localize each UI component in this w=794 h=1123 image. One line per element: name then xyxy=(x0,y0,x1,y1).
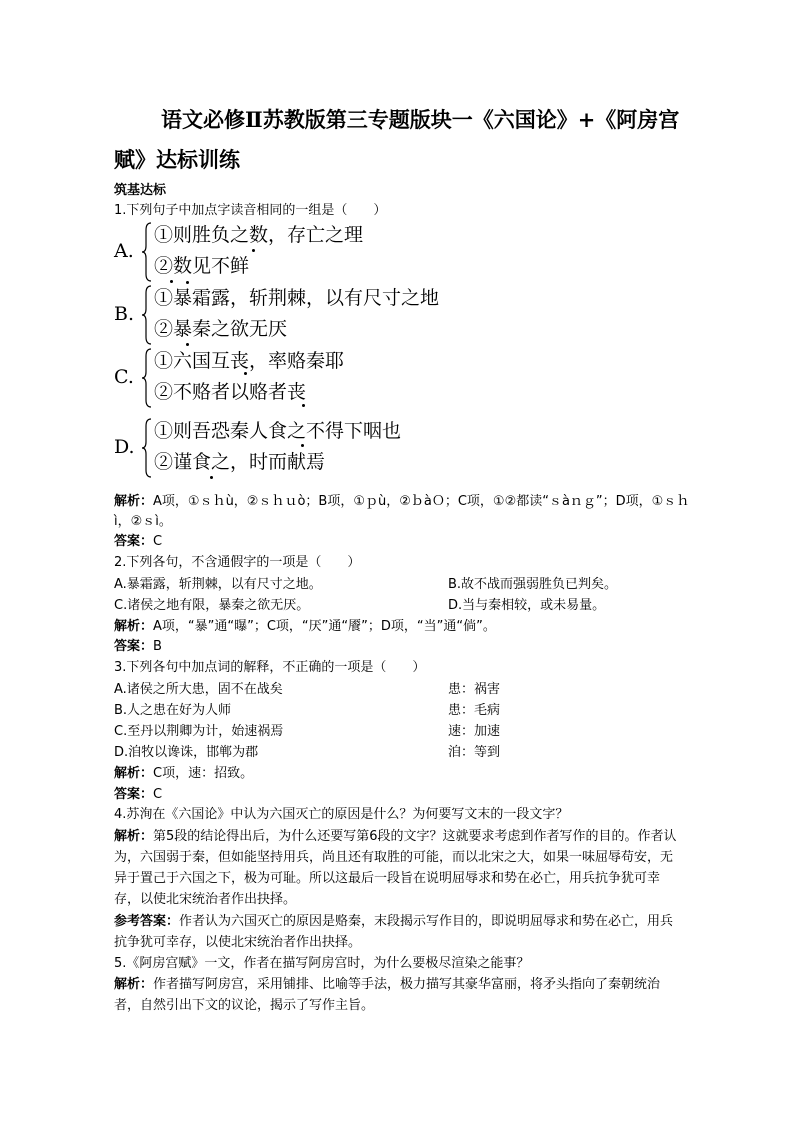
q3-stem: 3.下列各句中加点词的解释，不正确的一项是（ ） xyxy=(114,660,426,675)
brace-icon xyxy=(142,222,152,282)
brace-icon xyxy=(142,348,152,408)
q5-stem: 5.《阿房宫赋》一文，作者在描写阿房宫时，为什么要极尽渲染之能事？ xyxy=(114,956,530,971)
q3-row-c: C.至丹以荆卿为计，始速祸焉 xyxy=(114,724,284,739)
option-line-1: ①六国互丧，率赂秦耶 xyxy=(154,350,345,372)
option-line-1: ①则吾恐秦人食之不得下咽也 xyxy=(154,420,402,442)
q3-answer: 答案：C xyxy=(114,787,163,802)
q1-analysis-cont: ì，②ｓì。 xyxy=(114,514,172,529)
document-title-cont: 赋》达标训练 xyxy=(114,147,240,172)
document-title: 语文必修Ⅱ苏教版第三专题版块一《六国论》+《阿房宫 xyxy=(161,107,680,132)
option-letter: C. xyxy=(114,366,134,388)
q2-option-b: B.故不战而强弱胜负已判矣。 xyxy=(448,577,618,592)
q3-gloss-d: 洎：等到 xyxy=(448,745,501,760)
q2-answer: 答案：B xyxy=(114,639,162,654)
option-line-2: ②谨食之，时而献焉 xyxy=(154,451,326,473)
q4-stem: 4.苏洵在《六国论》中认为六国灭亡的原因是什么？为何要写文末的一段文字？ xyxy=(114,807,569,822)
option-line-1: ①暴霜露，斩荆棘，以有尺寸之地 xyxy=(154,287,440,309)
brace-icon xyxy=(142,418,152,478)
emphasis-dot xyxy=(244,372,247,375)
option-letter: B. xyxy=(114,303,135,325)
q1-answer: 答案：C xyxy=(114,534,163,549)
q3-row-a: A.诸侯之所大患，固不在战矣 xyxy=(114,682,283,697)
option-line-2: ②数见不鲜 xyxy=(154,255,250,277)
option-line-2: ②不赂者以赂者丧 xyxy=(154,381,307,403)
q4-analysis: 解析：第5段的结论得出后，为什么还要写第6段的文字？这就要求考虑到作者写作的目的。作者认为，六国弱于秦，但如能坚持用兵，尚且还有取胜的可能，而以北宋之大，如果一味屈辱苟安，无异于置己于六国之下，极为可耻。所以这最后一段旨在说明屈辱求和势在必亡，用兵抗争犹可幸存，以使北宋统治者作出抉择。 xyxy=(114,829,677,907)
section-heading: 筑基达标 xyxy=(114,183,167,198)
q1-analysis: 解析：A项，①ｓｈù，②ｓｈｕò；B项，①ｐù，②ｂàＯ；C项，①②都读“ｓàｎｇ”；D项，①ｓｈ xyxy=(114,494,690,509)
q3-analysis: 解析：C项，速：招致。 xyxy=(114,766,254,781)
option-line-1: ①则胜负之数，存亡之理 xyxy=(154,224,364,246)
q3-row-d: D.洎牧以谗诛，邯郸为郡 xyxy=(114,745,259,760)
option-letter: A. xyxy=(114,240,134,262)
brace-icon xyxy=(142,285,152,345)
option-line-2: ②暴秦之欲无厌 xyxy=(154,318,288,340)
emphasis-dot xyxy=(186,343,189,346)
q5-analysis: 解析：作者描写阿房宫，采用铺排、比喻等手法，极力描写其豪华富丽，将矛头指向了秦朝统治者，自然引出下文的议论，揭示了写作主旨。 xyxy=(114,977,661,1013)
q4-reference-answer: 参考答案：作者认为六国灭亡的原因是赂秦，末段揭示写作目的，即说明屈辱求和势在必亡，用兵抗争犹可幸存，以使北宋统治者作出抉择。 xyxy=(114,914,674,950)
q2-option-c: C.诸侯之地有限，暴秦之欲无厌。 xyxy=(114,598,310,613)
q3-gloss-a: 患：祸害 xyxy=(448,682,501,697)
emphasis-dot xyxy=(186,281,189,284)
emphasis-dot xyxy=(301,444,304,447)
q3-row-b: B.人之患在好为人师 xyxy=(114,703,232,718)
q2-stem: 2.下列各句，不含通假字的一项是（ ） xyxy=(114,555,361,570)
emphasis-dot xyxy=(302,404,305,407)
option-letter: D. xyxy=(114,436,135,458)
emphasis-dot xyxy=(210,476,213,479)
q2-analysis: 解析：A项，“暴”通“曝”；C项，“厌”通“餍”；D项，“当”通“倘”。 xyxy=(114,619,496,634)
q2-option-d: D.当与秦相较，或未易量。 xyxy=(448,598,606,613)
q3-gloss-c: 速：加速 xyxy=(448,724,501,739)
emphasis-dot xyxy=(252,249,255,252)
q3-gloss-b: 患：毛病 xyxy=(448,703,501,718)
emphasis-dot xyxy=(170,280,173,283)
q2-option-a: A.暴霜露，斩荆棘，以有尺寸之地。 xyxy=(114,577,322,592)
q1-stem: 1.下列句子中加点字读音相同的一组是（ ） xyxy=(114,203,387,218)
